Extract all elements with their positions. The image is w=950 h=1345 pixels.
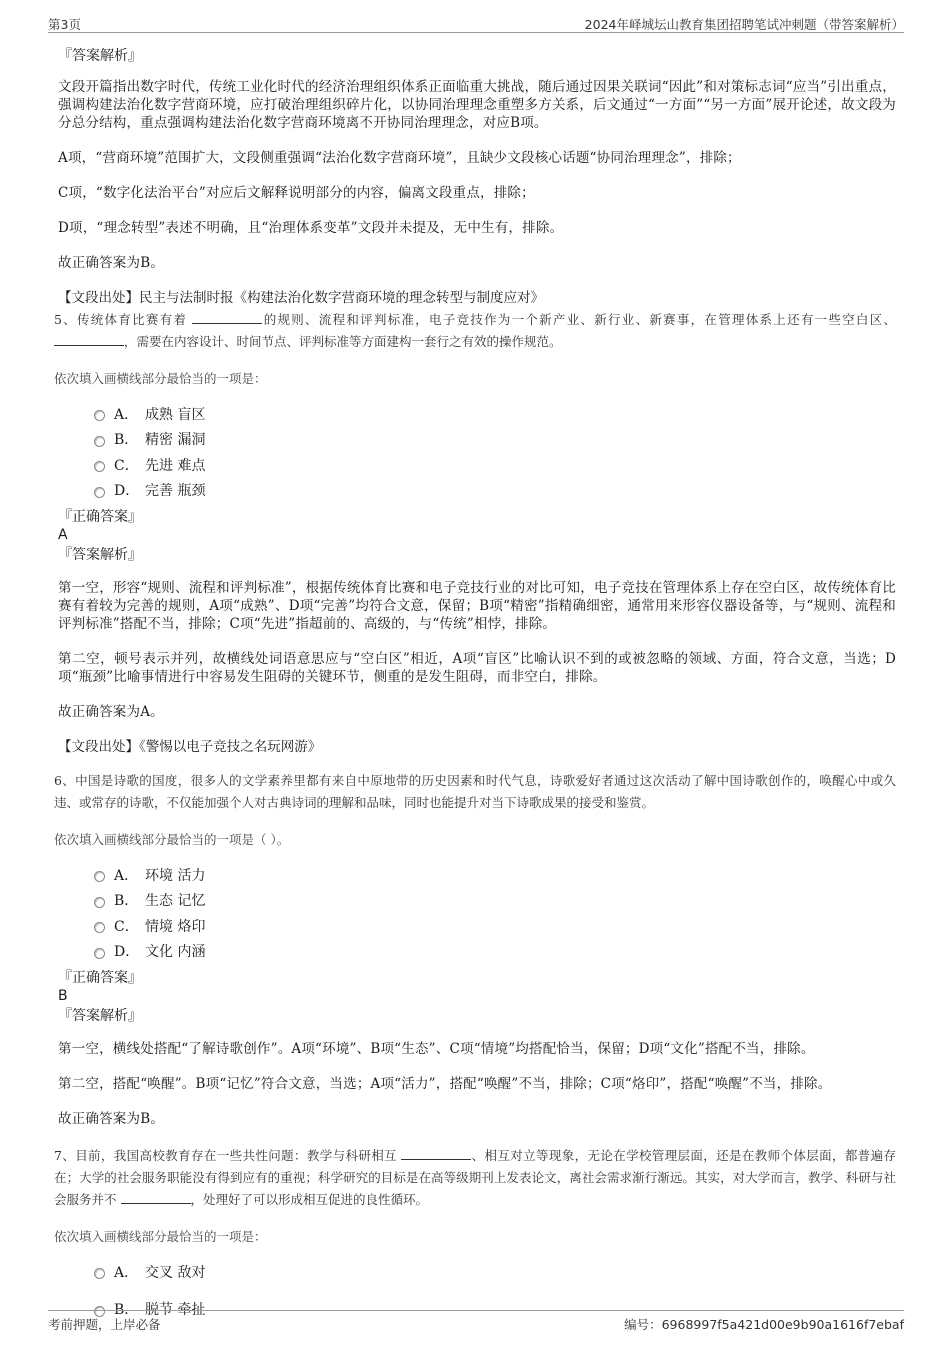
question-5-prompt: 依次填入画横线部分最恰当的一项是： xyxy=(54,371,267,386)
question-6-options xyxy=(94,862,896,964)
q6-analysis-label: 『答案解析』 xyxy=(58,1008,142,1024)
option-d[interactable]: D． 文化 内涵 xyxy=(94,939,896,965)
document-code: 编号：6968997f5a421d00e9b90a1616f7ebaf xyxy=(624,1317,904,1332)
option-a[interactable]: A． 成熟 盲区 xyxy=(94,401,896,427)
q6-conclusion: 故正确答案为B。 xyxy=(58,1111,165,1127)
q5-source: 【文段出处】《警惕以电子竞技之名玩网游》 xyxy=(58,739,322,755)
fill-blank xyxy=(121,1190,191,1204)
radio-icon[interactable] xyxy=(94,948,105,959)
q5-correct-answer: A xyxy=(58,527,68,543)
option-a[interactable]: A． 环境 活力 xyxy=(94,862,896,888)
radio-icon[interactable] xyxy=(94,410,105,421)
question-7-text: 7、目前，我国高校教育存在一些共性问题：教学与科研相互 、相互对立等现象，无论在学校管理层面，还是在教师个体层面，都普遍存在；大学的社会服务职能没有得到应有的重视；科学研究的目标是在高等级期刊上发表论文，离社会需求渐行渐远。其实，对大学而言，教学、科研与社会服务并不 ，处理好了可以形成相互促进的良性循环。 xyxy=(54,1148,896,1207)
q4-analysis-para: 文段开篇指出数字时代，传统工业化时代的经济治理组织体系正面临重大挑战，随后通过因果关联词“因此”和对策标志词“应当”引出重点，强调构建法治化数字营商环境，应打破治理组织碎片化，以协同治理理念重塑多方关系，后文通过“一方面”“另一方面”展开论述，故文段为分总分结构，重点强调构建法治化数字营商环境离不开协同治理理念，对应B项。 xyxy=(58,79,896,131)
option-b[interactable]: B． 脱节 牵扯 xyxy=(94,1297,896,1323)
fill-blank xyxy=(401,1146,471,1160)
radio-icon[interactable] xyxy=(94,1268,105,1279)
radio-icon[interactable] xyxy=(94,897,105,908)
fill-blank xyxy=(192,310,262,324)
page-content xyxy=(56,38,896,1322)
q4-analysis-label: 『答案解析』 xyxy=(58,48,142,64)
document-title: 2024年峄城坛山教育集团招聘笔试冲刺题（带答案解析） xyxy=(584,17,904,32)
q6-correct-label: 『正确答案』 xyxy=(58,970,142,986)
q5-analysis-label: 『答案解析』 xyxy=(58,547,142,563)
question-5-text: 5、传统体育比赛有着 的规则、流程和评判标准，电子竞技作为一个新产业、新行业、新赛事，在管理体系上还有一些空白区、 ，需要在内容设计、时间节点、评判标准等方面建构一套行之有效的操作规范。 xyxy=(54,312,896,349)
radio-icon[interactable] xyxy=(94,461,105,472)
footer-slogan: 考前押题，上岸必备 xyxy=(48,1317,161,1332)
page-number: 第3页 xyxy=(48,17,81,32)
option-c[interactable]: C． 情境 烙印 xyxy=(94,913,896,939)
q6-analysis-para: 第二空，搭配“唤醒”。B项“记忆”符合文意，当选；A项“活力”，搭配“唤醒”不当，排除；C项“烙印”，搭配“唤醒”不当，排除。 xyxy=(58,1076,832,1092)
radio-icon[interactable] xyxy=(94,922,105,933)
question-6-text: 6、中国是诗歌的国度，很多人的文学素养里都有来自中原地带的历史因素和时代气息，诗歌爱好者通过这次活动了解中国诗歌创作的，唤醒心中或久违、或常存的诗歌，不仅能加强个人对古典诗词的理解和品味，同时也能提升对当下诗歌成果的接受和鉴赏。 xyxy=(54,773,896,810)
q4-conclusion: 故正确答案为B。 xyxy=(58,255,165,271)
q4-analysis-para: A项，“营商环境”范围扩大，文段侧重强调“法治化数字营商环境”，且缺少文段核心话题“协同治理理念”，排除； xyxy=(58,150,741,166)
option-a[interactable]: A． 交叉 敌对 xyxy=(94,1259,896,1285)
option-b[interactable]: B． 精密 漏洞 xyxy=(94,427,896,453)
q5-conclusion: 故正确答案为A。 xyxy=(58,704,164,720)
page-footer xyxy=(48,1310,904,1335)
radio-icon[interactable] xyxy=(94,871,105,882)
option-c[interactable]: C． 先进 难点 xyxy=(94,452,896,478)
fill-blank xyxy=(54,332,124,346)
question-7-prompt: 依次填入画横线部分最恰当的一项是： xyxy=(54,1229,267,1244)
q6-analysis-para: 第一空，横线处搭配“了解诗歌创作”。A项“环境”、B项“生态”、C项“情境”均搭配恰当，保留；D项“文化”搭配不当，排除。 xyxy=(58,1041,815,1057)
q4-analysis-para: C项，“数字化法治平台”对应后文解释说明部分的内容，偏离文段重点，排除； xyxy=(58,185,535,201)
q4-analysis-para: D项，“理念转型”表述不明确，且“治理体系变革”文段并未提及，无中生有，排除。 xyxy=(58,220,564,236)
radio-icon[interactable] xyxy=(94,487,105,498)
option-b[interactable]: B． 生态 记忆 xyxy=(94,888,896,914)
q4-source: 【文段出处】民主与法制时报《构建法治化数字营商环境的理念转型与制度应对》 xyxy=(58,290,544,306)
q5-analysis-para: 第一空，形容“规则、流程和评判标准”，根据传统体育比赛和电子竞技行业的对比可知，电子竞技在管理体系上存在空白区，故传统体育比赛有着较为完善的规则，A项“成熟”、D项“完善”均符合文意，保留；B项“精密”指精确细密，通常用来形容仪器设备等，与“规则、流程和评判标准”搭配不当，排除；C项“先进”指超前的、高级的，与“传统”相悖，排除。 xyxy=(58,580,896,632)
question-5-options xyxy=(94,401,896,503)
q5-analysis-para: 第二空，顿号表示并列，故横线处词语意思应与“空白区”相近，A项“盲区”比喻认识不到的或被忽略的领域、方面，符合文意，当选；D项“瓶颈”比喻事情进行中容易发生阻碍的关键环节，侧重的是发生阻碍，而非空白，排除。 xyxy=(58,651,896,685)
question-6-prompt: 依次填入画横线部分最恰当的一项是（ ）。 xyxy=(54,832,290,847)
q5-correct-label: 『正确答案』 xyxy=(58,509,142,525)
option-d[interactable]: D． 完善 瓶颈 xyxy=(94,478,896,504)
q6-correct-answer: B xyxy=(58,988,68,1004)
radio-icon[interactable] xyxy=(94,436,105,447)
page-header xyxy=(48,10,904,33)
